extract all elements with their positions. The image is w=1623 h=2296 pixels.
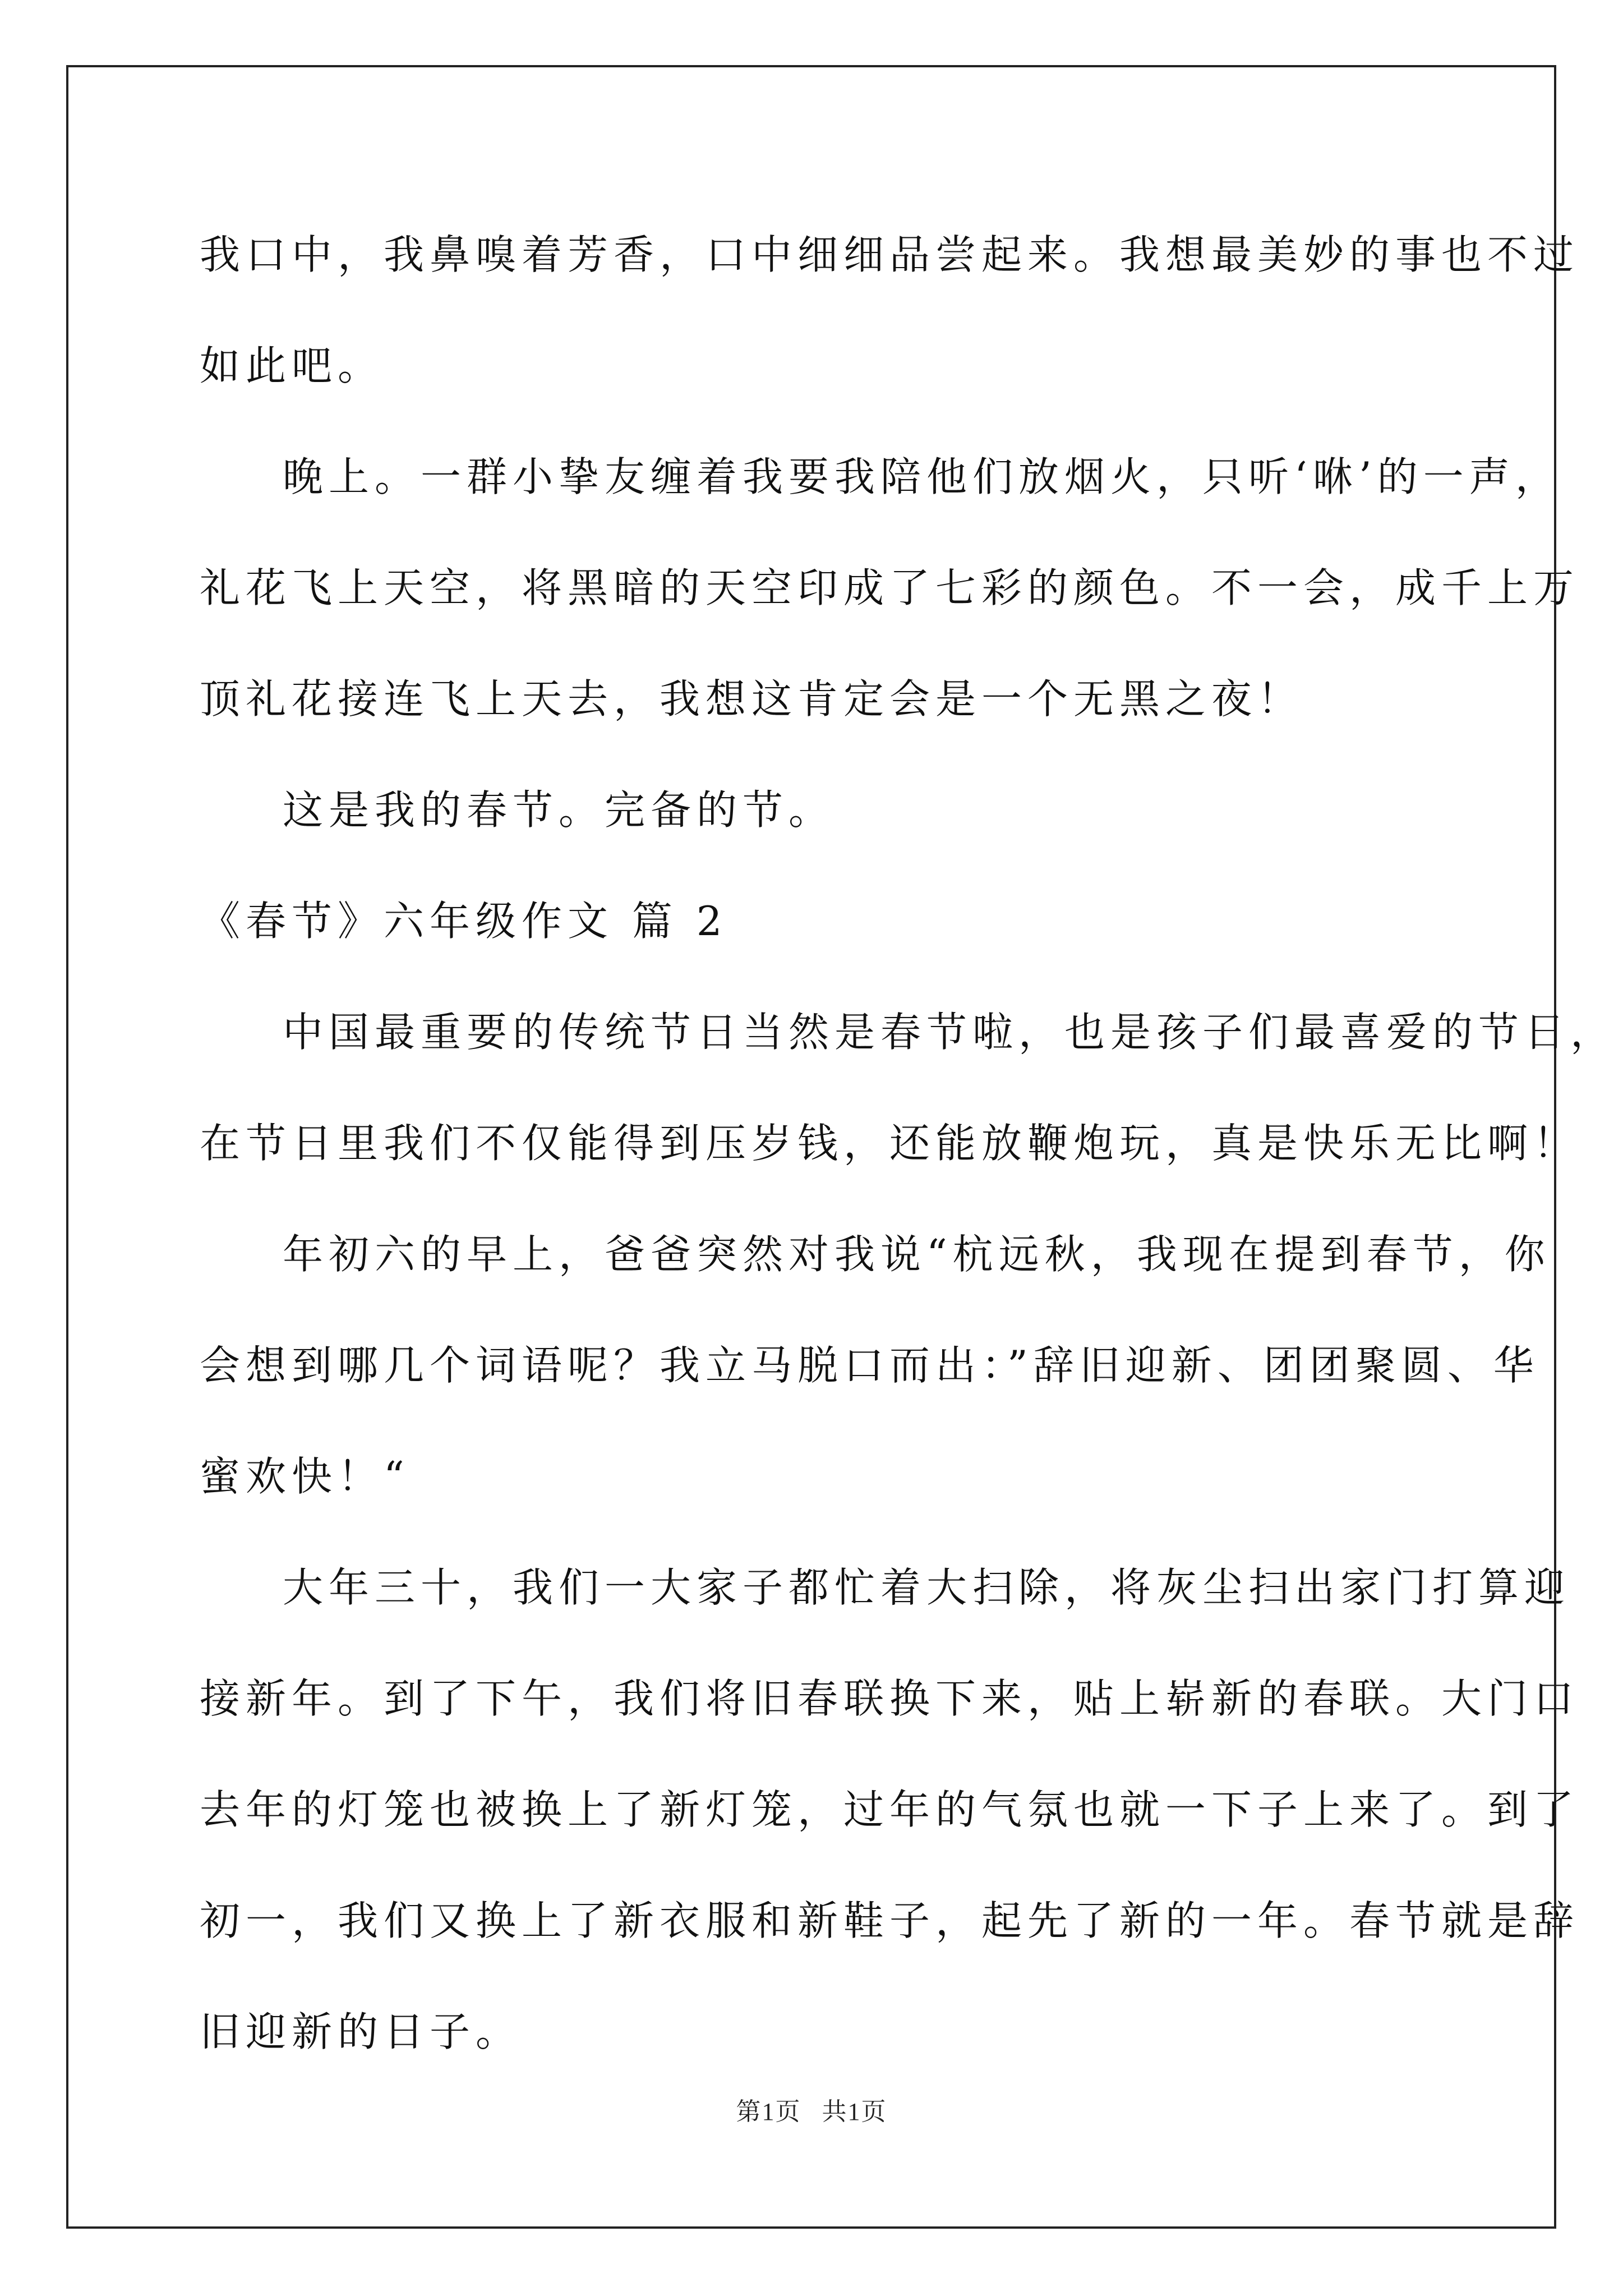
body-line: 我口中，我鼻嗅着芳香，口中细细品尝起来。我想最美妙的事也不过 [200, 231, 1580, 278]
document-body [200, 199, 1617, 2087]
body-line: 礼花飞上天空，将黑暗的天空印成了七彩的颜色。不一会，成千上万 [200, 564, 1580, 611]
body-line: 年初六的早上，爸爸突然对我说“杭远秋，我现在提到春节，你 [283, 1231, 1551, 1278]
body-line: 顶礼花接连飞上天去，我想这肯定会是一个无黑之夜！ [200, 675, 1304, 723]
body-line: 蜜欢快！“ [200, 1453, 410, 1500]
body-line: 在节日里我们不仅能得到压岁钱，还能放鞭炮玩，真是快乐无比啊！ [200, 1120, 1580, 1167]
body-line: 去年的灯笼也被换上了新灯笼，过年的气氛也就一下子上来了。到了 [200, 1786, 1580, 1833]
body-line: 旧迎新的日子。 [200, 2008, 522, 2055]
body-line: 初一，我们又换上了新衣服和新鞋子，起先了新的一年。春节就是辞 [200, 1897, 1580, 1944]
section-heading: 《春节》六年级作文 篇 2 [200, 898, 728, 945]
body-line: 晚上。一群小挚友缠着我要我陪他们放烟火，只听‘咻’的一声， [283, 453, 1561, 500]
page-total: 共1页 [822, 2098, 887, 2125]
body-line: 会想到哪几个词语呢？我立马脱口而出：”辞旧迎新、团团聚圆、华 [200, 1342, 1539, 1389]
body-line: 中国最重要的传统节日当然是春节啦，也是孩子们最喜爱的节日， [283, 1009, 1617, 1056]
body-line: 接新年。到了下午，我们将旧春联换下来，贴上崭新的春联。大门口 [200, 1675, 1580, 1722]
page-footer [0, 2091, 1623, 2127]
body-line: 大年三十，我们一大家子都忙着大扫除，将灰尘扫出家门打算迎 [283, 1564, 1571, 1611]
body-line: 如此吧。 [200, 342, 384, 389]
body-line: 这是我的春节。完备的节。 [283, 786, 835, 834]
page-number: 第1页 [736, 2098, 801, 2125]
